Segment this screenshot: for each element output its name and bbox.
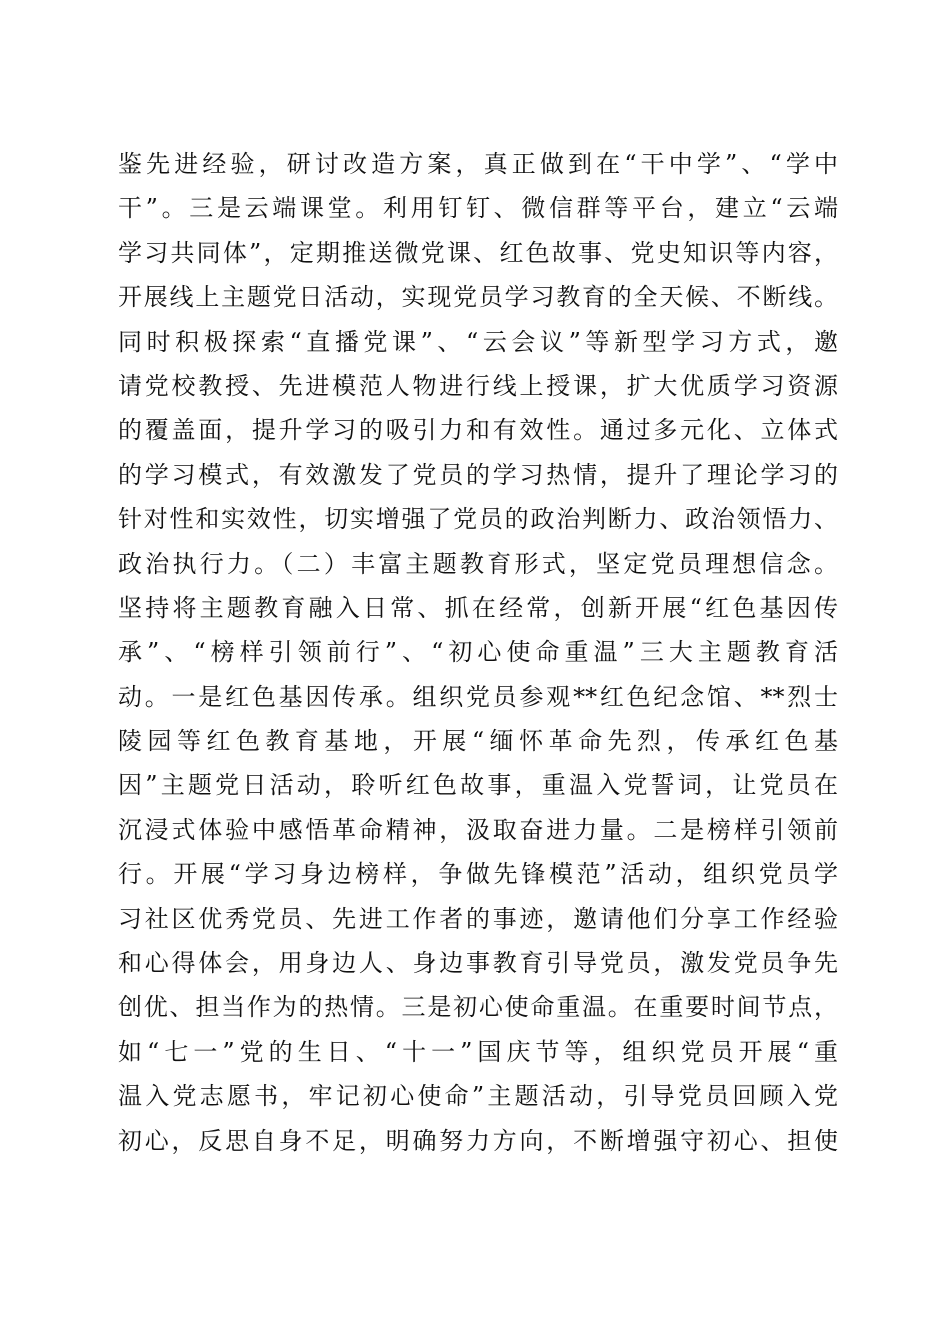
body-text [118, 142, 838, 1163]
text-line: 习社区优秀党员、先进工作者的事迹，邀请他们分享工作经验 [118, 904, 838, 933]
text-line: 创优、担当作为的热情。三是初心使命重温。在重要时间节点， [118, 993, 838, 1022]
text-line: 行。开展“学习身边榜样，争做先锋模范”活动，组织党员学 [118, 860, 838, 889]
text-line: 同时积极探索“直播党课”、“云会议”等新型学习方式，邀 [118, 327, 838, 356]
text-line: 开展线上主题党日活动，实现党员学习教育的全天候、不断线。 [118, 283, 838, 312]
text-line: 的学习模式，有效激发了党员的学习热情，提升了理论学习的 [118, 460, 838, 489]
text-line: 学习共同体”，定期推送微党课、红色故事、党史知识等内容， [118, 238, 838, 267]
text-line: 干”。三是云端课堂。利用钉钉、微信群等平台，建立“云端 [118, 194, 838, 223]
text-line: 请党校教授、先进模范人物进行线上授课，扩大优质学习资源 [118, 371, 838, 400]
text-line: 针对性和实效性，切实增强了党员的政治判断力、政治领悟力、 [118, 505, 838, 534]
text-line: 政治执行力。（二）丰富主题教育形式，坚定党员理想信念。 [118, 549, 838, 578]
text-line: 承”、“榜样引领前行”、“初心使命重温”三大主题教育活 [118, 638, 838, 667]
text-line: 和心得体会，用身边人、身边事教育引导党员，激发党员争先 [118, 949, 838, 978]
text-line: 沉浸式体验中感悟革命精神，汲取奋进力量。二是榜样引领前 [118, 815, 838, 844]
text-line: 因”主题党日活动，聆听红色故事，重温入党誓词，让党员在 [118, 771, 838, 800]
text-line: 陵园等红色教育基地，开展“缅怀革命先烈，传承红色基 [118, 727, 838, 756]
text-line: 初心，反思自身不足，明确努力方向，不断增强守初心、担使 [118, 1126, 838, 1155]
text-line: 坚持将主题教育融入日常、抓在经常，创新开展“红色基因传 [118, 593, 838, 622]
text-line: 动。一是红色基因传承。组织党员参观**红色纪念馆、**烈士 [118, 682, 838, 711]
text-line: 的覆盖面，提升学习的吸引力和有效性。通过多元化、立体式 [118, 416, 838, 445]
text-line: 温入党志愿书，牢记初心使命”主题活动，引导党员回顾入党 [118, 1082, 838, 1111]
text-line: 如“七一”党的生日、“十一”国庆节等，组织党员开展“重 [118, 1037, 838, 1066]
text-line: 鉴先进经验，研讨改造方案，真正做到在“干中学”、“学中 [118, 150, 838, 178]
